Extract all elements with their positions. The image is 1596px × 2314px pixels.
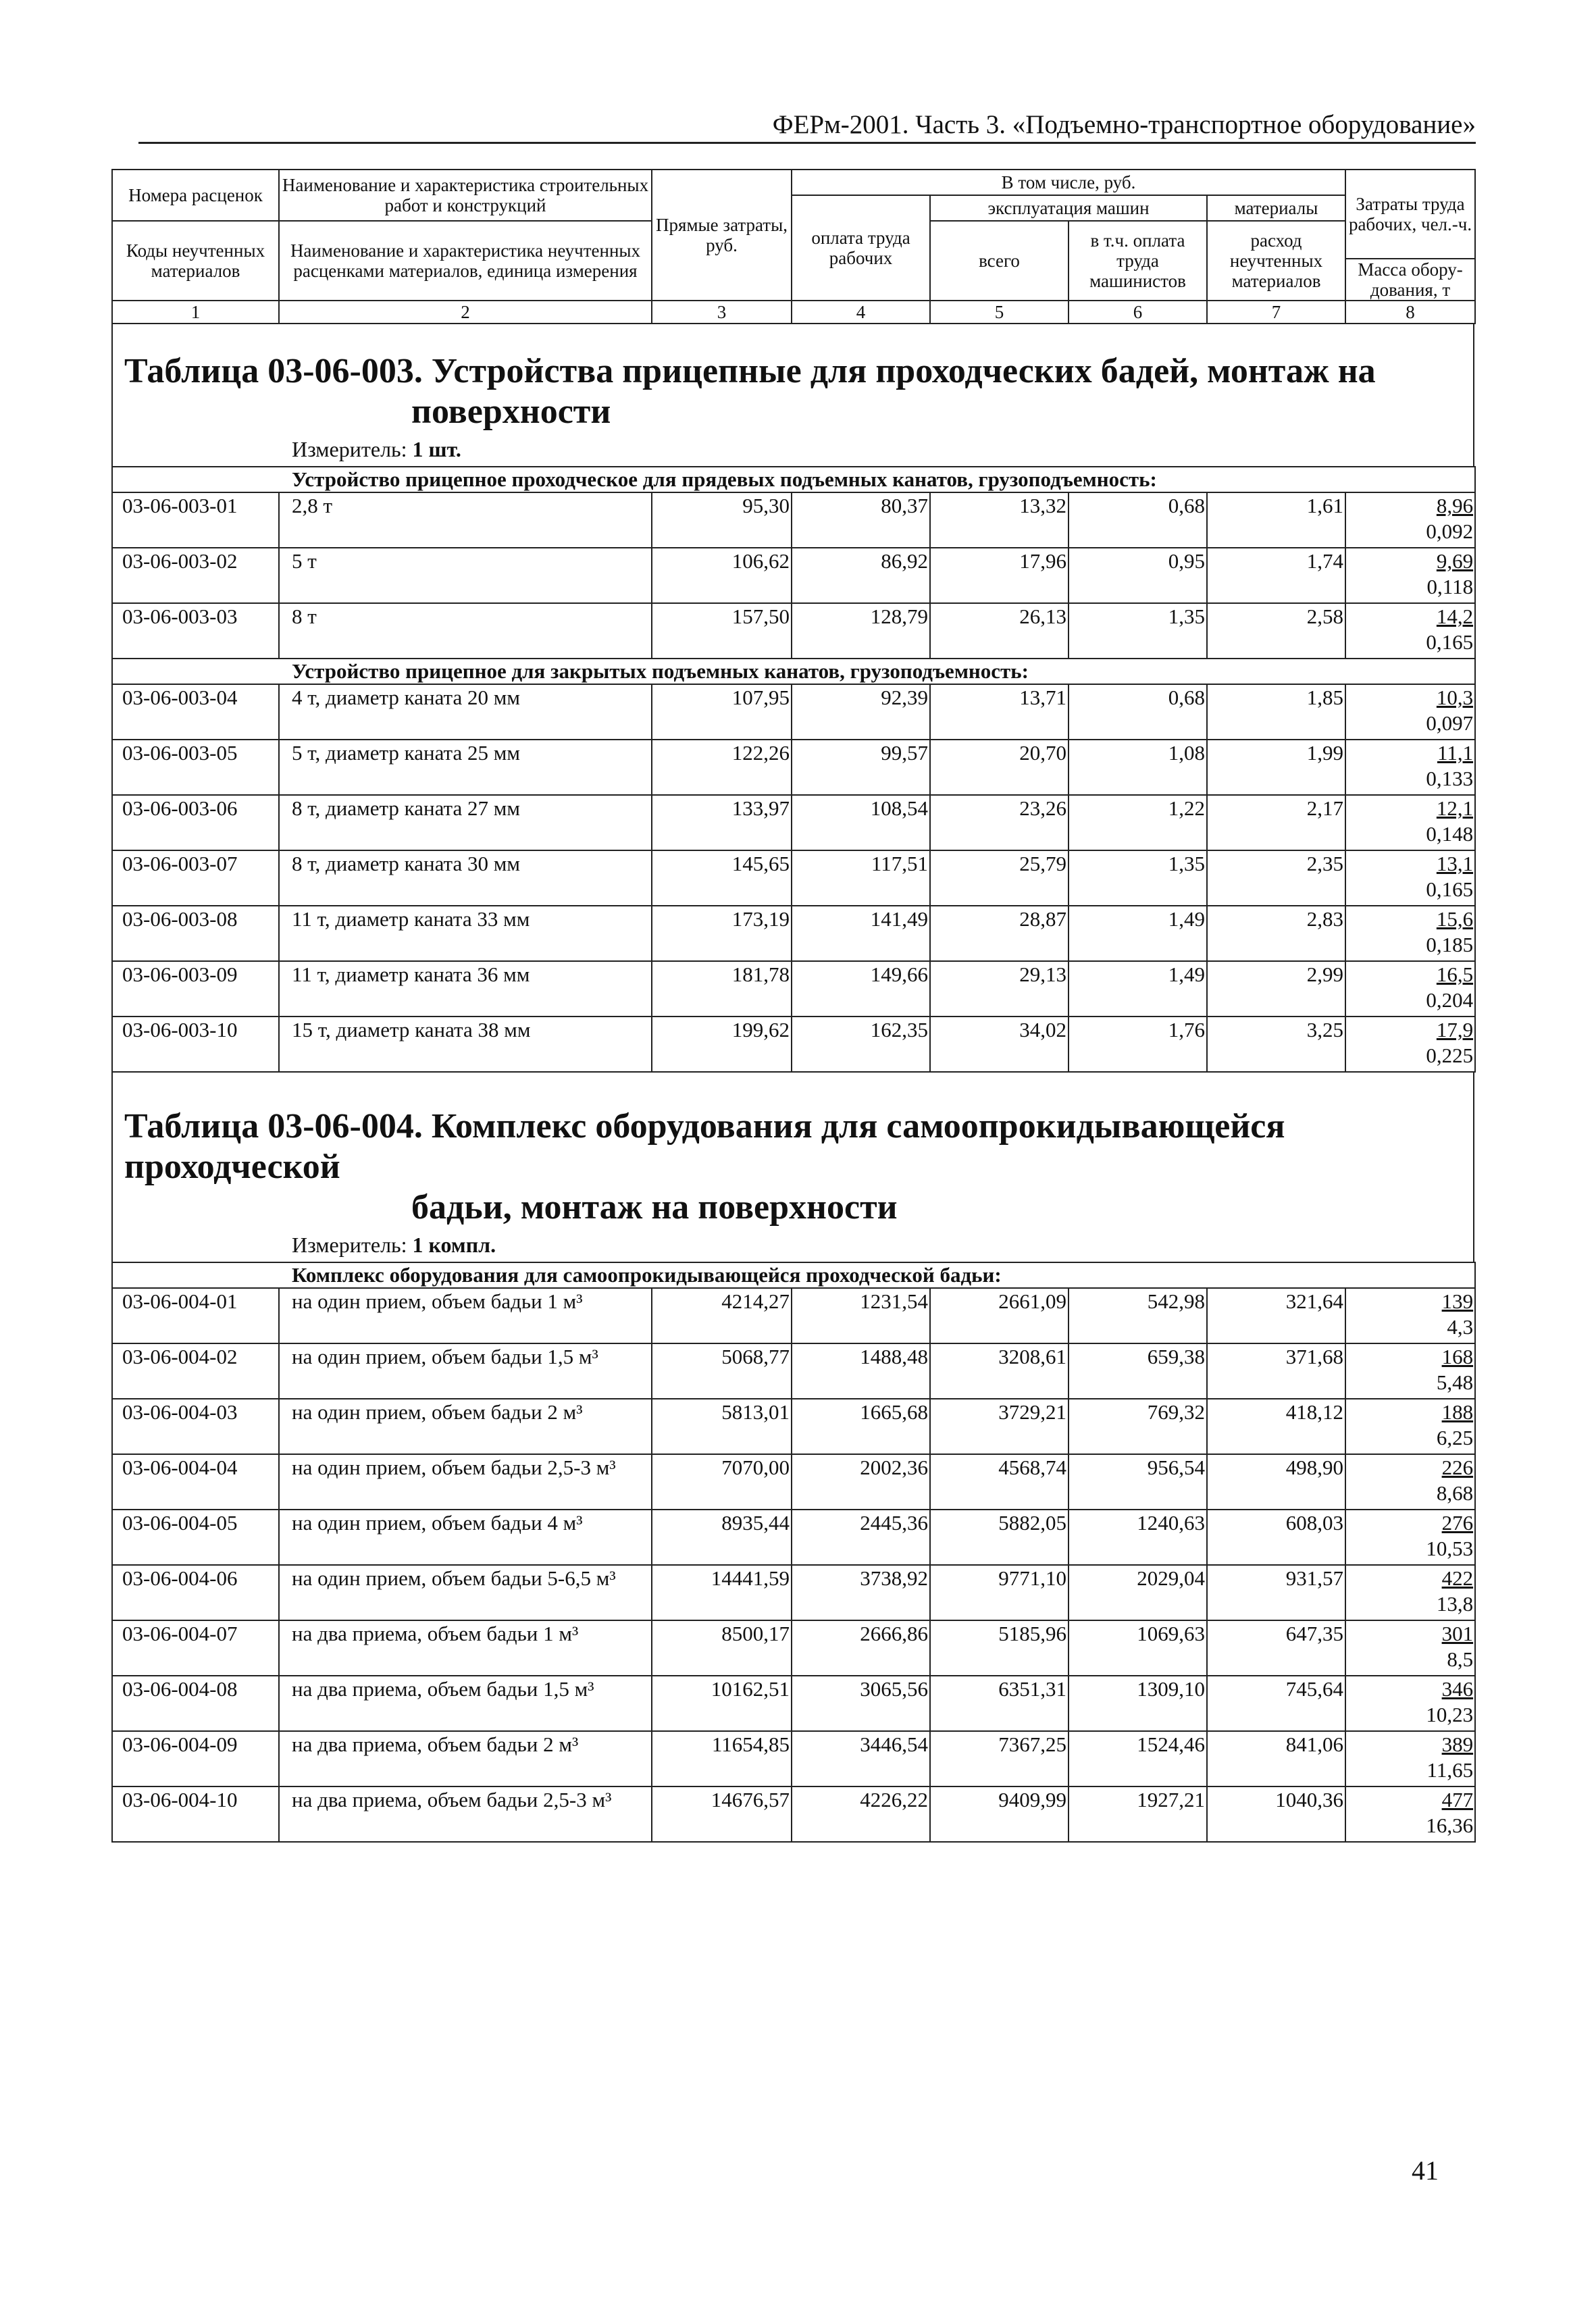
col-head-materialy: материалы <box>1207 195 1345 221</box>
running-header: ФЕРм-2001. Часть 3. «Подъемно-транспортное оборудование» <box>772 110 1476 139</box>
meter-value: 1 компл. <box>412 1233 496 1257</box>
equipment-mass: 8,68 <box>1436 1481 1474 1505</box>
equipment-mass: 0,148 <box>1426 822 1474 846</box>
table-row <box>112 548 1475 603</box>
table-row <box>112 1454 1475 1510</box>
col-head-vsego: всего <box>930 221 1069 301</box>
worker-wages: 1231,54 <box>792 1288 930 1343</box>
operator-wages: 1,35 <box>1069 603 1207 659</box>
labor-and-mass <box>1345 1510 1475 1565</box>
worker-wages: 117,51 <box>792 850 930 906</box>
direct-costs: 107,95 <box>652 684 792 740</box>
operator-wages: 1,49 <box>1069 961 1207 1017</box>
table-title <box>113 351 1473 432</box>
rate-code: 03-06-003-08 <box>112 906 279 961</box>
labor-hours: 226 <box>1441 1456 1474 1479</box>
machines-total: 34,02 <box>930 1017 1069 1072</box>
table-row <box>112 906 1475 961</box>
equipment-mass: 0,185 <box>1426 933 1474 956</box>
table-title-continuation: поверхности <box>411 392 611 431</box>
machines-total: 25,79 <box>930 850 1069 906</box>
tables-container <box>111 324 1474 1843</box>
col-num: 7 <box>1207 301 1345 324</box>
direct-costs: 199,62 <box>652 1017 792 1072</box>
materials-cost: 1,85 <box>1207 684 1345 740</box>
meter-value: 1 шт. <box>412 437 461 461</box>
col-head-naim-materials: Наименование и характеристика неучтенных расценками материалов, единица измерения <box>279 221 652 301</box>
work-name: на два приема, объем бадьи 1 м³ <box>279 1620 652 1676</box>
materials-cost: 931,57 <box>1207 1565 1345 1620</box>
direct-costs: 106,62 <box>652 548 792 603</box>
operator-wages: 1069,63 <box>1069 1620 1207 1676</box>
materials-cost: 371,68 <box>1207 1343 1345 1399</box>
operator-wages: 1240,63 <box>1069 1510 1207 1565</box>
materials-cost: 841,06 <box>1207 1731 1345 1786</box>
direct-costs: 122,26 <box>652 740 792 795</box>
worker-wages: 1488,48 <box>792 1343 930 1399</box>
rates-table <box>111 1262 1476 1843</box>
equipment-mass: 13,8 <box>1436 1592 1474 1616</box>
materials-cost: 3,25 <box>1207 1017 1345 1072</box>
operator-wages: 956,54 <box>1069 1454 1207 1510</box>
table-row <box>112 684 1475 740</box>
materials-cost: 2,17 <box>1207 795 1345 850</box>
equipment-mass: 16,36 <box>1426 1814 1474 1837</box>
labor-and-mass <box>1345 1288 1475 1343</box>
table-title <box>113 1106 1473 1228</box>
worker-wages: 3738,92 <box>792 1565 930 1620</box>
col-head-vtch: в т.ч. оплата труда машинистов <box>1069 221 1207 301</box>
materials-cost: 2,58 <box>1207 603 1345 659</box>
rate-code: 03-06-004-02 <box>112 1343 279 1399</box>
equipment-mass: 0,204 <box>1426 988 1474 1012</box>
materials-cost: 2,35 <box>1207 850 1345 906</box>
table-row <box>112 492 1475 548</box>
direct-costs: 145,65 <box>652 850 792 906</box>
worker-wages: 108,54 <box>792 795 930 850</box>
labor-and-mass <box>1345 906 1475 961</box>
page-number: 41 <box>1412 2155 1439 2186</box>
work-name: 15 т, диаметр каната 38 мм <box>279 1017 652 1072</box>
col-head-rashod: расход неучтенных материалов <box>1207 221 1345 301</box>
labor-hours: 14,2 <box>1436 605 1474 628</box>
work-name: на один прием, объем бадьи 4 м³ <box>279 1510 652 1565</box>
col-num: 1 <box>112 301 279 324</box>
machines-total: 5185,96 <box>930 1620 1069 1676</box>
rate-code: 03-06-004-09 <box>112 1731 279 1786</box>
column-header-table <box>111 169 1476 324</box>
group-heading-row <box>112 659 1475 684</box>
document-body <box>111 169 1474 1843</box>
work-name: на один прием, объем бадьи 1 м³ <box>279 1288 652 1343</box>
machines-total: 23,26 <box>930 795 1069 850</box>
labor-and-mass <box>1345 740 1475 795</box>
direct-costs: 4214,27 <box>652 1288 792 1343</box>
col-head-pryamye: Прямые затраты, руб. <box>652 170 792 301</box>
table-row <box>112 1288 1475 1343</box>
table-row <box>112 1620 1475 1676</box>
operator-wages: 1927,21 <box>1069 1786 1207 1842</box>
equipment-mass: 0,118 <box>1426 575 1474 598</box>
equipment-mass: 0,165 <box>1426 877 1474 901</box>
operator-wages: 1524,46 <box>1069 1731 1207 1786</box>
meter-label: Измеритель: <box>292 1233 407 1257</box>
machines-total: 9409,99 <box>930 1786 1069 1842</box>
labor-hours: 188 <box>1441 1400 1474 1424</box>
meter-line <box>113 432 1473 466</box>
direct-costs: 11654,85 <box>652 1731 792 1786</box>
rate-code: 03-06-004-01 <box>112 1288 279 1343</box>
table-row <box>112 1399 1475 1454</box>
work-name: на два приема, объем бадьи 2 м³ <box>279 1731 652 1786</box>
equipment-mass: 8,5 <box>1447 1647 1474 1671</box>
labor-hours: 16,5 <box>1436 962 1474 986</box>
rate-code: 03-06-003-02 <box>112 548 279 603</box>
materials-cost: 1,74 <box>1207 548 1345 603</box>
labor-and-mass <box>1345 850 1475 906</box>
worker-wages: 128,79 <box>792 603 930 659</box>
materials-cost: 2,83 <box>1207 906 1345 961</box>
group-heading: Устройство прицепное для закрытых подъемных канатов, грузоподъемность: <box>112 659 1475 684</box>
operator-wages: 1309,10 <box>1069 1676 1207 1731</box>
labor-hours: 276 <box>1441 1511 1474 1535</box>
machines-total: 7367,25 <box>930 1731 1069 1786</box>
rate-code: 03-06-004-07 <box>112 1620 279 1676</box>
table-row <box>112 961 1475 1017</box>
labor-hours: 168 <box>1441 1345 1474 1368</box>
labor-and-mass <box>1345 1786 1475 1842</box>
labor-and-mass <box>1345 684 1475 740</box>
materials-cost: 745,64 <box>1207 1676 1345 1731</box>
equipment-mass: 0,092 <box>1426 519 1474 543</box>
labor-hours: 346 <box>1441 1677 1474 1701</box>
labor-and-mass <box>1345 961 1475 1017</box>
rate-code: 03-06-003-06 <box>112 795 279 850</box>
rate-code: 03-06-003-01 <box>112 492 279 548</box>
materials-cost: 498,90 <box>1207 1454 1345 1510</box>
group-heading-row <box>112 467 1475 492</box>
table-row <box>112 1676 1475 1731</box>
rate-code: 03-06-004-04 <box>112 1454 279 1510</box>
worker-wages: 141,49 <box>792 906 930 961</box>
machines-total: 2661,09 <box>930 1288 1069 1343</box>
rate-code: 03-06-004-05 <box>112 1510 279 1565</box>
labor-and-mass <box>1345 1343 1475 1399</box>
work-name: 2,8 т <box>279 492 652 548</box>
equipment-mass: 10,23 <box>1426 1703 1474 1726</box>
machines-total: 9771,10 <box>930 1565 1069 1620</box>
labor-and-mass <box>1345 492 1475 548</box>
machines-total: 4568,74 <box>930 1454 1069 1510</box>
machines-total: 13,32 <box>930 492 1069 548</box>
worker-wages: 4226,22 <box>792 1786 930 1842</box>
equipment-mass: 0,165 <box>1426 630 1474 654</box>
labor-hours: 13,1 <box>1436 852 1474 875</box>
machines-total: 3208,61 <box>930 1343 1069 1399</box>
materials-cost: 1,61 <box>1207 492 1345 548</box>
table-row <box>112 740 1475 795</box>
work-name: на один прием, объем бадьи 1,5 м³ <box>279 1343 652 1399</box>
operator-wages: 542,98 <box>1069 1288 1207 1343</box>
labor-hours: 8,96 <box>1436 494 1474 517</box>
operator-wages: 659,38 <box>1069 1343 1207 1399</box>
direct-costs: 5813,01 <box>652 1399 792 1454</box>
labor-hours: 301 <box>1441 1622 1474 1645</box>
labor-hours: 477 <box>1441 1788 1474 1811</box>
labor-hours: 17,9 <box>1436 1018 1474 1042</box>
machines-total: 26,13 <box>930 603 1069 659</box>
rates-table <box>111 466 1476 1073</box>
col-head-zatraty: Затраты труда рабочих, чел.-ч. <box>1345 170 1475 259</box>
table-title-line: Таблица 03-06-004. Комплекс оборудования для самоопрокидывающейся проходческой <box>124 1107 1285 1186</box>
labor-hours: 11,1 <box>1437 741 1474 765</box>
labor-and-mass <box>1345 1676 1475 1731</box>
operator-wages: 1,35 <box>1069 850 1207 906</box>
table-row <box>112 1565 1475 1620</box>
labor-and-mass <box>1345 795 1475 850</box>
direct-costs: 133,97 <box>652 795 792 850</box>
col-head-vtom: В том числе, руб. <box>792 170 1345 195</box>
labor-hours: 389 <box>1441 1732 1474 1756</box>
labor-hours: 422 <box>1441 1566 1474 1590</box>
direct-costs: 8935,44 <box>652 1510 792 1565</box>
col-num: 5 <box>930 301 1069 324</box>
labor-and-mass <box>1345 1454 1475 1510</box>
materials-cost: 1,99 <box>1207 740 1345 795</box>
worker-wages: 3446,54 <box>792 1731 930 1786</box>
col-num: 4 <box>792 301 930 324</box>
col-num: 8 <box>1345 301 1475 324</box>
rate-code: 03-06-003-07 <box>112 850 279 906</box>
rate-code: 03-06-003-05 <box>112 740 279 795</box>
rate-code: 03-06-004-03 <box>112 1399 279 1454</box>
machines-total: 17,96 <box>930 548 1069 603</box>
work-name: 8 т, диаметр каната 30 мм <box>279 850 652 906</box>
equipment-mass: 0,225 <box>1426 1044 1474 1067</box>
worker-wages: 80,37 <box>792 492 930 548</box>
materials-cost: 608,03 <box>1207 1510 1345 1565</box>
table-row <box>112 603 1475 659</box>
rate-code: 03-06-004-06 <box>112 1565 279 1620</box>
direct-costs: 181,78 <box>652 961 792 1017</box>
col-num: 3 <box>652 301 792 324</box>
direct-costs: 14676,57 <box>652 1786 792 1842</box>
machines-total: 28,87 <box>930 906 1069 961</box>
equipment-mass: 6,25 <box>1436 1426 1474 1449</box>
operator-wages: 0,68 <box>1069 492 1207 548</box>
work-name: на два приема, объем бадьи 1,5 м³ <box>279 1676 652 1731</box>
work-name: на один прием, объем бадьи 2,5-3 м³ <box>279 1454 652 1510</box>
materials-cost: 418,12 <box>1207 1399 1345 1454</box>
labor-and-mass <box>1345 1620 1475 1676</box>
direct-costs: 173,19 <box>652 906 792 961</box>
table-title-continuation: бадьи, монтаж на поверхности <box>411 1188 898 1227</box>
direct-costs: 5068,77 <box>652 1343 792 1399</box>
col-head-nomera: Номера расценок <box>112 170 279 221</box>
labor-and-mass <box>1345 603 1475 659</box>
labor-hours: 15,6 <box>1436 907 1474 931</box>
table-section <box>111 1073 1474 1262</box>
work-name: 11 т, диаметр каната 33 мм <box>279 906 652 961</box>
direct-costs: 95,30 <box>652 492 792 548</box>
header-rule <box>138 142 1476 144</box>
rate-code: 03-06-003-04 <box>112 684 279 740</box>
table-row <box>112 795 1475 850</box>
table-row <box>112 1510 1475 1565</box>
materials-cost: 1040,36 <box>1207 1786 1345 1842</box>
labor-and-mass <box>1345 1017 1475 1072</box>
equipment-mass: 10,53 <box>1426 1537 1474 1560</box>
meter-label: Измеритель: <box>292 437 407 461</box>
table-row <box>112 1731 1475 1786</box>
direct-costs: 14441,59 <box>652 1565 792 1620</box>
machines-total: 20,70 <box>930 740 1069 795</box>
equipment-mass: 0,097 <box>1426 711 1474 735</box>
labor-hours: 10,3 <box>1436 686 1474 709</box>
operator-wages: 1,49 <box>1069 906 1207 961</box>
worker-wages: 162,35 <box>792 1017 930 1072</box>
work-name: 8 т <box>279 603 652 659</box>
work-name: 4 т, диаметр каната 20 мм <box>279 684 652 740</box>
work-name: 8 т, диаметр каната 27 мм <box>279 795 652 850</box>
equipment-mass: 4,3 <box>1447 1315 1474 1339</box>
worker-wages: 1665,68 <box>792 1399 930 1454</box>
materials-cost: 647,35 <box>1207 1620 1345 1676</box>
worker-wages: 2666,86 <box>792 1620 930 1676</box>
operator-wages: 1,76 <box>1069 1017 1207 1072</box>
direct-costs: 8500,17 <box>652 1620 792 1676</box>
machines-total: 29,13 <box>930 961 1069 1017</box>
table-row <box>112 1786 1475 1842</box>
labor-hours: 12,1 <box>1436 796 1474 820</box>
labor-and-mass <box>1345 1565 1475 1620</box>
table-row <box>112 850 1475 906</box>
rate-code: 03-06-003-03 <box>112 603 279 659</box>
worker-wages: 2445,36 <box>792 1510 930 1565</box>
direct-costs: 7070,00 <box>652 1454 792 1510</box>
equipment-mass: 0,133 <box>1426 767 1474 790</box>
col-head-oplata: оплата труда рабочих <box>792 195 930 301</box>
equipment-mass: 5,48 <box>1436 1370 1474 1394</box>
group-heading-row <box>112 1262 1475 1288</box>
labor-hours: 139 <box>1441 1289 1474 1313</box>
meter-line <box>113 1228 1473 1262</box>
work-name: 5 т, диаметр каната 25 мм <box>279 740 652 795</box>
operator-wages: 1,22 <box>1069 795 1207 850</box>
group-heading: Устройство прицепное проходческое для прядевых подъемных канатов, грузоподъемность: <box>112 467 1475 492</box>
materials-cost: 321,64 <box>1207 1288 1345 1343</box>
direct-costs: 10162,51 <box>652 1676 792 1731</box>
col-num: 6 <box>1069 301 1207 324</box>
rate-code: 03-06-003-10 <box>112 1017 279 1072</box>
table-row <box>112 1343 1475 1399</box>
labor-and-mass <box>1345 1399 1475 1454</box>
machines-total: 13,71 <box>930 684 1069 740</box>
group-heading: Комплекс оборудования для самоопрокидывающейся проходческой бадьи: <box>112 1262 1475 1288</box>
table-row <box>112 1017 1475 1072</box>
table-section <box>111 324 1474 466</box>
machines-total: 5882,05 <box>930 1510 1069 1565</box>
col-num: 2 <box>279 301 652 324</box>
table-title-line: Таблица 03-06-003. Устройства прицепные для проходческих бадей, монтаж на <box>124 352 1376 390</box>
work-name: на один прием, объем бадьи 2 м³ <box>279 1399 652 1454</box>
machines-total: 3729,21 <box>930 1399 1069 1454</box>
col-head-ekspl: эксплуатация машин <box>930 195 1207 221</box>
worker-wages: 3065,56 <box>792 1676 930 1731</box>
materials-cost: 2,99 <box>1207 961 1345 1017</box>
operator-wages: 1,08 <box>1069 740 1207 795</box>
worker-wages: 86,92 <box>792 548 930 603</box>
labor-hours: 9,69 <box>1436 549 1474 573</box>
operator-wages: 2029,04 <box>1069 1565 1207 1620</box>
rate-code: 03-06-004-10 <box>112 1786 279 1842</box>
work-name: 11 т, диаметр каната 36 мм <box>279 961 652 1017</box>
work-name: на один прием, объем бадьи 5-6,5 м³ <box>279 1565 652 1620</box>
worker-wages: 92,39 <box>792 684 930 740</box>
operator-wages: 0,95 <box>1069 548 1207 603</box>
col-head-massa: Масса обору-дования, т <box>1345 259 1475 301</box>
rate-code: 03-06-003-09 <box>112 961 279 1017</box>
col-head-naim-works: Наименование и характеристика строительных работ и конструкций <box>279 170 652 221</box>
work-name: на два приема, объем бадьи 2,5-3 м³ <box>279 1786 652 1842</box>
col-head-kody: Коды неучтенных материалов <box>112 221 279 301</box>
labor-and-mass <box>1345 1731 1475 1786</box>
direct-costs: 157,50 <box>652 603 792 659</box>
work-name: 5 т <box>279 548 652 603</box>
worker-wages: 99,57 <box>792 740 930 795</box>
rate-code: 03-06-004-08 <box>112 1676 279 1731</box>
machines-total: 6351,31 <box>930 1676 1069 1731</box>
operator-wages: 769,32 <box>1069 1399 1207 1454</box>
equipment-mass: 11,65 <box>1426 1758 1474 1782</box>
labor-and-mass <box>1345 548 1475 603</box>
worker-wages: 2002,36 <box>792 1454 930 1510</box>
worker-wages: 149,66 <box>792 961 930 1017</box>
operator-wages: 0,68 <box>1069 684 1207 740</box>
